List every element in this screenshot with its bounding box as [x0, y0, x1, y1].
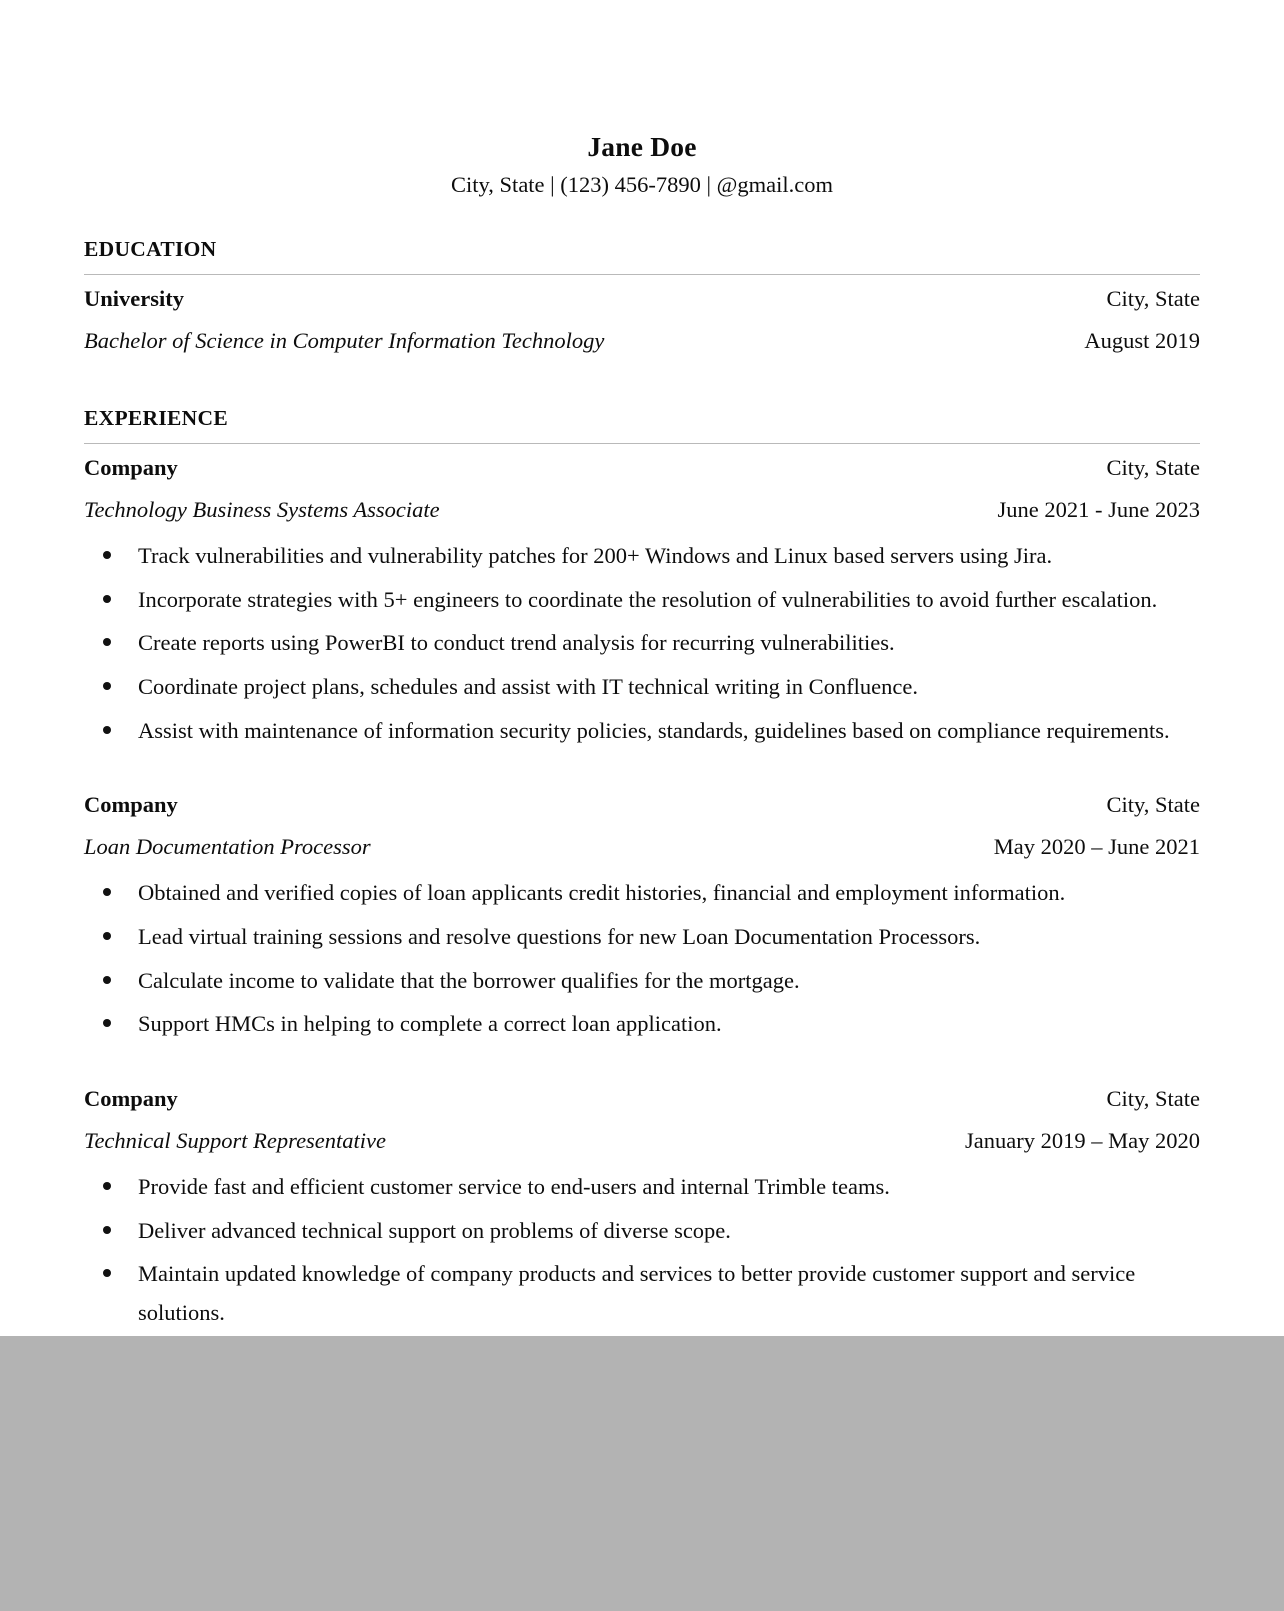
- experience-bullet-text: Coordinate project plans, schedules and assist with IT technical writing in Confluence.: [138, 673, 919, 699]
- experience-entry-secondary-row: [84, 497, 1200, 523]
- experience-bullet: [84, 874, 1200, 913]
- bullet-point-icon: [103, 1226, 111, 1234]
- education-section-divider: [84, 274, 1200, 275]
- education-section: [84, 237, 1200, 354]
- bullet-point-icon: [103, 551, 111, 559]
- bullet-point-icon: [103, 1269, 111, 1277]
- experience-location: City, State: [1106, 454, 1200, 480]
- experience-bullet: [84, 1168, 1200, 1207]
- experience-bullet-list: [84, 874, 1200, 1044]
- experience-bullet-text: Lead virtual training sessions and resolve questions for new Loan Documentation Processors.: [138, 924, 981, 949]
- experience-bullet-text: Maintain updated knowledge of company products and services to better provide customer support and service solutions.: [138, 1261, 1136, 1326]
- experience-location: City, State: [1106, 1086, 1200, 1112]
- bullet-point-icon: [103, 638, 111, 646]
- education-degree: Bachelor of Science in Computer Information Technology: [84, 327, 605, 353]
- bullet-point-icon: [103, 888, 111, 896]
- experience-section-divider: [84, 443, 1200, 444]
- bullet-point-icon: [103, 682, 111, 690]
- experience-bullet: [84, 1255, 1200, 1332]
- experience-bullet-text: Track vulnerabilities and vulnerability patches for 200+ Windows and Linux based servers using Jira.: [138, 542, 1053, 568]
- experience-entry-primary-row: [84, 455, 1200, 481]
- experience-bullet-list: [84, 1168, 1200, 1333]
- experience-bullet-text: Create reports using PowerBI to conduct trend analysis for recurring vulnerabilities.: [138, 630, 895, 656]
- experience-job-title: Loan Documentation Processor: [84, 834, 371, 860]
- education-section-title: EDUCATION: [84, 236, 217, 261]
- bullet-point-icon: [103, 932, 111, 940]
- education-date: August 2019: [1084, 327, 1200, 353]
- experience-job-title: Technology Business Systems Associate: [84, 496, 440, 522]
- candidate-contact-line: City, State | (123) 456-7890 | @gmail.com: [451, 171, 833, 197]
- experience-section: [84, 406, 1200, 1333]
- experience-bullet: [84, 1212, 1200, 1251]
- experience-bullet: [84, 712, 1200, 751]
- education-entry-secondary-row: [84, 328, 1200, 354]
- experience-company: Company: [84, 454, 178, 480]
- experience-bullet: [84, 624, 1200, 663]
- bullet-point-icon: [103, 1019, 111, 1027]
- bullet-point-icon: [103, 726, 111, 734]
- experience-date-range: January 2019 – May 2020: [965, 1128, 1200, 1154]
- experience-bullet-text: Obtained and verified copies of loan applicants credit histories, financial and employment information.: [138, 880, 1066, 906]
- education-entry: [84, 286, 1200, 354]
- experience-entry: [84, 455, 1200, 750]
- experience-date-range: June 2021 - June 2023: [997, 496, 1200, 522]
- experience-bullet-text: Assist with maintenance of information security policies, standards, guidelines based on compliance requirements.: [138, 717, 1170, 743]
- experience-bullet: [84, 581, 1200, 620]
- experience-date-range: May 2020 – June 2021: [993, 834, 1200, 860]
- experience-bullet-text: Support HMCs in helping to complete a correct loan application.: [138, 1011, 722, 1037]
- experience-location: City, State: [1106, 792, 1200, 818]
- candidate-name: Jane Doe: [587, 131, 697, 162]
- experience-entry-secondary-row: [84, 1128, 1200, 1154]
- experience-entry-secondary-row: [84, 834, 1200, 860]
- bullet-point-icon: [103, 1182, 111, 1190]
- education-institution: University: [84, 285, 184, 311]
- bullet-point-icon: [103, 976, 111, 984]
- experience-bullet: [84, 668, 1200, 707]
- experience-company: Company: [84, 1086, 178, 1112]
- education-location: City, State: [1106, 285, 1200, 311]
- experience-entry: [84, 1086, 1200, 1333]
- experience-bullet-text: Deliver advanced technical support on problems of diverse scope.: [138, 1217, 731, 1243]
- experience-bullet-text: Provide fast and efficient customer service to end-users and internal Trimble teams.: [138, 1174, 890, 1200]
- experience-job-title: Technical Support Representative: [84, 1128, 387, 1154]
- experience-section-title: EXPERIENCE: [84, 405, 228, 430]
- experience-bullet: [84, 1005, 1200, 1044]
- experience-bullet-list: [84, 537, 1200, 750]
- experience-company: Company: [84, 792, 178, 818]
- experience-bullet-text: Calculate income to validate that the borrower qualifies for the mortgage.: [138, 967, 800, 993]
- experience-bullet-text: Incorporate strategies with 5+ engineers to coordinate the resolution of vulnerabilities to avoid further escalation.: [138, 586, 1158, 612]
- experience-entry-primary-row: [84, 792, 1200, 818]
- experience-bullet: [84, 918, 1200, 957]
- resume-header: [84, 0, 1200, 199]
- experience-bullet: [84, 537, 1200, 576]
- experience-bullet: [84, 962, 1200, 1001]
- education-entry-primary-row: [84, 286, 1200, 312]
- bottom-occlusion-overlay: [0, 1336, 1284, 1611]
- bullet-point-icon: [103, 595, 111, 603]
- experience-entry: [84, 792, 1200, 1044]
- experience-entry-primary-row: [84, 1086, 1200, 1112]
